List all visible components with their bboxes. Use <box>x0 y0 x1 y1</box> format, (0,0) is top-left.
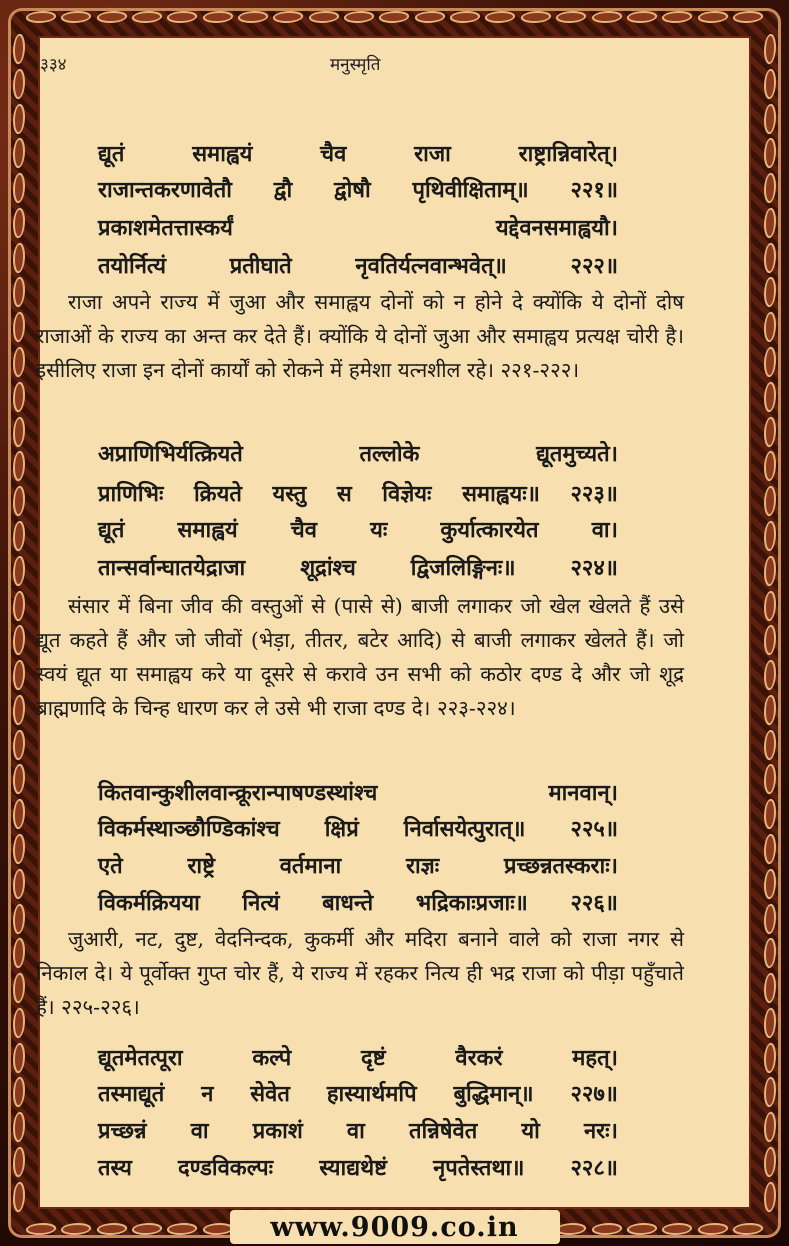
verse-word: विज्ञेयः <box>382 481 432 507</box>
verse-word: नित्यं <box>242 890 280 916</box>
frame-ornament-top <box>26 10 763 24</box>
translation-paragraph <box>36 589 684 725</box>
frame-ornament-left <box>12 34 26 1212</box>
verse-line <box>98 138 618 168</box>
verse-line <box>98 1152 618 1182</box>
verse-word: क्रियते <box>193 481 242 507</box>
verse-word: वा। <box>591 517 618 543</box>
translation-paragraph <box>36 285 684 387</box>
verse-word: २२६॥ <box>570 890 618 916</box>
verse-word: वर्तमाना <box>279 853 342 879</box>
verse-word: निर्वासयेत्पुरात्॥ <box>403 816 526 842</box>
translation-text: संसार में बिना जीव की वस्तुओं से (पासे से) बाजी लगाकर जो खेल खेलते हैं उसे द्यूत कहते हैं और जो जीवों (भेड़ा, तीतर, बटेर आदि) से बाजी लगाकर खेलते हैं। जो स्वयं द्यूत या समाह्वय करे या दूसरे से करावे उन सभी को कठोर दण्ड दे और जो शूद्र ब्राह्मणादि के चिन्ह धारण कर ले उसे भी राजा दण्ड दे। २२३-२२४। <box>36 594 684 720</box>
verse-line <box>98 478 618 508</box>
translation-text: राजा अपने राज्य में जुआ और समाह्वय दोनों को न होने दे क्योंकि ये दोनों दोष राजाओं के राज्य का अन्त कर देते हैं। क्योंकि ये दोनों जुआ और समाह्वय प्रत्यक्ष चोरी है। इसीलिए राजा इन दोनों कार्यों को रोकने में हमेशा यत्नशील रहे। २२१-२२२। <box>36 290 684 382</box>
verse-line <box>98 212 618 242</box>
verse-word: वैरकरं <box>455 1045 503 1071</box>
verse-word: स्याद्यथेष्टं <box>319 1155 387 1181</box>
verse-word: तयोर्नित्यं <box>98 253 167 279</box>
verse-word: नृपतेस्तथा॥ <box>433 1155 525 1181</box>
verse-word: प्रकाशमेतत्तास्कर्यं <box>98 215 233 241</box>
verse-word: विकर्मस्थाञ्छौण्डिकांश्च <box>98 816 280 842</box>
verse-word: तस्य <box>98 1155 132 1181</box>
verse-word: भद्रिकाःप्रजाः॥ <box>415 890 528 916</box>
verse-word: २२७॥ <box>570 1081 618 1107</box>
verse-word: प्राणिभिः <box>98 481 164 507</box>
verse-word: यः <box>370 517 388 543</box>
verse-line <box>98 1042 618 1072</box>
verse-word: राष्ट्रान्निवारेत्। <box>518 141 618 167</box>
verse-word: २२४॥ <box>570 555 618 581</box>
verse-word: कितवान्कुशीलवान्क्रूरान्पाषण्डस्थांश्च <box>98 780 378 806</box>
verse-word: प्रकाशं <box>252 1118 303 1144</box>
verse-word: सेवेत <box>250 1081 290 1107</box>
frame-ornament-right <box>763 34 777 1212</box>
verse-word: यो <box>521 1118 540 1144</box>
verse-word: अप्राणिभिर्यत्क्रियते <box>98 441 243 467</box>
verse-word: समाह्वयः॥ <box>462 481 540 507</box>
book-title: मनुस्मृति <box>330 55 381 75</box>
verse-word: २२२॥ <box>570 253 618 279</box>
verse-word: चैव <box>320 141 347 167</box>
verse-word: २२८॥ <box>570 1155 618 1181</box>
verse-word: राजा <box>414 141 451 167</box>
verse-word: नरः। <box>583 1118 618 1144</box>
verse-word: समाह्वयं <box>192 141 253 167</box>
page-header <box>0 52 789 82</box>
verse-word: दण्डविकल्पः <box>177 1155 274 1181</box>
verse-word: २२५॥ <box>570 816 618 842</box>
verse-word: तल्लोके <box>359 441 420 467</box>
verse-word: प्रतीघाते <box>229 253 292 279</box>
verse-line <box>98 1115 618 1145</box>
verse-line <box>98 850 618 880</box>
verse-line <box>98 438 618 468</box>
verse-word: द्वौ <box>273 177 293 203</box>
verse-word: यद्देवनसमाह्वयौ। <box>495 215 618 241</box>
verse-word: द्यूतमेतत्पूरा <box>98 1045 183 1071</box>
verse-word: दृष्टं <box>361 1045 386 1071</box>
verse-word: नृवतिर्यत्नवान्भवेत्॥ <box>355 253 507 279</box>
verse-word: शूद्रांश्च <box>300 555 356 581</box>
verse-line <box>98 887 618 917</box>
verse-word: राजान्तकरणावेतौ <box>98 177 233 203</box>
verse-word: बुद्धिमान्॥ <box>453 1081 534 1107</box>
verse-word: तान्सर्वान्घातयेद्राजा <box>98 555 246 581</box>
verse-word: २२१॥ <box>570 177 618 203</box>
verse-word: द्यूतं <box>98 141 125 167</box>
verse-word: कल्पे <box>252 1045 292 1071</box>
verse-word: चैव <box>290 517 317 543</box>
verse-word: द्वोषौ <box>333 177 371 203</box>
translation-paragraph <box>36 922 684 1024</box>
verse-word: पृथिवीक्षिताम्॥ <box>412 177 529 203</box>
page-number: ३३४ <box>40 55 67 75</box>
verse-line <box>98 813 618 843</box>
verse-word: कुर्यात्कारयेत <box>440 517 539 543</box>
verse-word: प्रच्छन्नतस्कराः। <box>503 853 618 879</box>
verse-word: क्षिप्रं <box>324 816 359 842</box>
verse-word: विकर्मक्रियया <box>98 890 200 916</box>
verse-word: द्विजलिङ्गिनः॥ <box>410 555 516 581</box>
verse-word: बाधन्ते <box>322 890 374 916</box>
verse-line <box>98 250 618 280</box>
verse-line <box>98 552 618 582</box>
verse-word: यस्तु <box>272 481 307 507</box>
verse-word: मानवान्। <box>548 780 618 806</box>
verse-word: समाह्वयं <box>177 517 238 543</box>
verse-line <box>98 514 618 544</box>
verse-word: तस्माद्यूतं <box>98 1081 165 1107</box>
verse-line <box>98 777 618 807</box>
verse-line <box>98 174 618 204</box>
verse-word: तन्निषेवेत <box>408 1118 478 1144</box>
translation-text: जुआरी, नट, दुष्ट, वेदनिन्दक, कुकर्मी और मदिरा बनाने वाले को राजा नगर से निकाल दे। ये पूर्वोक्त गुप्त चोर हैं, ये राज्य में रहकर नित्य ही भद्र राजा को पीड़ा पहुँचाते हैं। २२५-२२६। <box>36 927 684 1019</box>
verse-word: राज्ञः <box>405 853 440 879</box>
verse-word: महत्। <box>572 1045 618 1071</box>
verse-line <box>98 1078 618 1108</box>
verse-word: स <box>336 481 352 507</box>
verse-word: न <box>201 1081 214 1107</box>
verse-word: वा <box>190 1118 209 1144</box>
verse-word: हास्यार्थमपि <box>326 1081 417 1107</box>
verse-word: २२३॥ <box>570 481 618 507</box>
verse-word: एते <box>98 853 123 879</box>
verse-word: राष्ट्रे <box>187 853 215 879</box>
verse-word: वा <box>346 1118 365 1144</box>
verse-word: द्यूतमुच्यते। <box>536 441 618 467</box>
verse-word: द्यूतं <box>98 517 125 543</box>
verse-word: प्रच्छन्नं <box>98 1118 147 1144</box>
website-url: www.9009.co.in <box>270 1212 519 1243</box>
